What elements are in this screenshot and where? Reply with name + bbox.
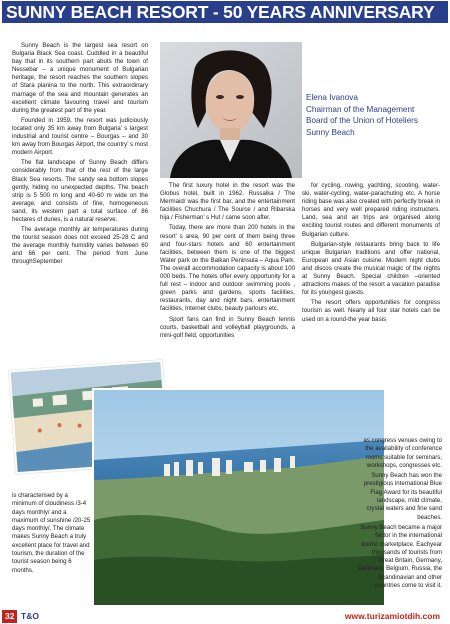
article-column-bottom-left <box>12 492 92 577</box>
portrait-image <box>160 42 302 178</box>
caption-title-line: Sunny Beach <box>306 127 355 137</box>
paragraph: Today, there are more than 200 hotels in the resort’ s area, 90 per cent of them being three and four-stars hotels and 60 entertainment facilities, between them is one of the biggest Water park on the Balkan Peninsula – Aqua Park. The overall accommodation capacity is about 100 000 beds. The hotels offer every opportunity for a full rest – indoor and outdoor swimming pools , green parks and gardens, sports facilities, restaurants, day and night bars, entertainment facilities, Internet clubs, beauty parlours etc. <box>160 224 295 313</box>
paragraph: The resort offers opportunities for congress tourism as well. Nearly all four star hotels can be used on a round-the year basis <box>302 299 440 323</box>
page-footer <box>0 607 450 624</box>
paragraph: Bulgarian-style restaurants bring back to life unique Bulgarian traditions and offer national, European and Asian cuisine. Modern night clubs and discos create the musical magic of the nights at Sunny Beach. Special children –oriented attractions makes of the resort a vacation paradise for its youngest guests. <box>302 240 440 297</box>
paragraph: Sunny Beach is the largest sea resort on Bulgaria Black Sea coast. Cuddled in a beautiful bay that in its southern part abuts the town of Nessebar – a unique monument of Bulgarian heritage, the resort reaches the southern slopes of Stara planina to the north. This extraordinary marriage of the sea and mountain generates an excellent climate favouring travel and tourism during the greatest part of the year. <box>12 42 148 114</box>
article-column-bottom-right <box>358 437 442 592</box>
coastline-photo <box>92 388 386 607</box>
page-number: 32 <box>2 610 17 623</box>
coastline-image <box>94 390 384 605</box>
paragraph: is characterised by a minimum of cloudiness /3-4 days monthly/ and a maximum of sunshine /20-25 days monthly/. The climate makes Sunny Beach a truly excellent place for travel and tourism, the duration of the tourist season being 6 months. <box>12 492 91 574</box>
article-headline: SUNNY BEACH RESORT - 50 YEARS ANNIVERSARY <box>2 1 448 23</box>
caption-title-line: Board of the Union of Hoteliers <box>306 116 418 125</box>
paragraph: Sport fans can find in Sunny Beach tennis courts, basketball and volleyball playgrounds, a mini-golf field, opportunities <box>160 315 295 339</box>
portrait-caption <box>306 92 446 138</box>
paragraph: The average monthly air temperatures during the tourist season does not exceed 25-28 C and the average monthly humidity varies between 60 and 66 per cent. The period from June throughSeptember <box>12 226 148 266</box>
article-column-left <box>12 42 148 269</box>
portrait-photo <box>160 42 302 178</box>
paragraph: The first luxury hotel in the resort was the Globus hotel, built in 1962. Russalka / The Mermaid/ was the first bar, and the entertainment facilities Chuchura / The Source / and Ribarska hija / Fisherman’ s Hut / came soon after. <box>160 182 295 222</box>
paragraph: as congress venues owing to the availability of conference rooms suitable for seminars, workshops, congresses etc. <box>363 437 442 469</box>
caption-name: Elena Ivanova <box>306 93 358 102</box>
website-link[interactable]: www.turizamiotdih.com <box>344 611 440 621</box>
paragraph: Sunny Beach became a major factor in the international tourist marketplace. Eachyear thousands of tourists from Great Britain, Germany, Denmark, Belgium, Russia, the Scandinavian and other countries come to visit it. <box>358 523 442 590</box>
article-column-middle <box>160 182 295 342</box>
paragraph: for cycling, rowing, yachting, scooting, water-ski, water-cycling, water-parachuting etc. A horse riding base was also created with perfectly break in horses and very well prepared riding instructers. Land, sea and air trips are organised along exciting tourist routes and different monuments of Bulgarian culture. <box>302 182 440 238</box>
paragraph: The flat landscape of Sunny Beach differs considerably from that of the rest of the large Black Sea resorts. The sandy sea bottom slopes gently, hiding no unexpected depths. The beach strip is 5 500 m long and 40-60 m wide on the average, and consists of fine, homogeneous sand, its western part a total surface of 86 hectares of dunes, is a natural reserve. <box>12 159 148 223</box>
caption-title-line: Chairman of the Management <box>306 104 415 114</box>
magazine-name: T&O <box>21 611 39 621</box>
article-column-right <box>302 182 440 326</box>
paragraph: Sunny Beach has won the prestigious international Blue Flag Award for its beautiful landscape, mild climate, crystal waters and fine sand beaches. <box>363 472 442 521</box>
paragraph: Founded in 1959, the resort was judiciously located only 35 km away from Bulgaria’ s largest industrial and tourist centre – Bourgas – and 30 km away from Bourgas Airport, the country’ s most modern Airport. <box>12 116 148 157</box>
